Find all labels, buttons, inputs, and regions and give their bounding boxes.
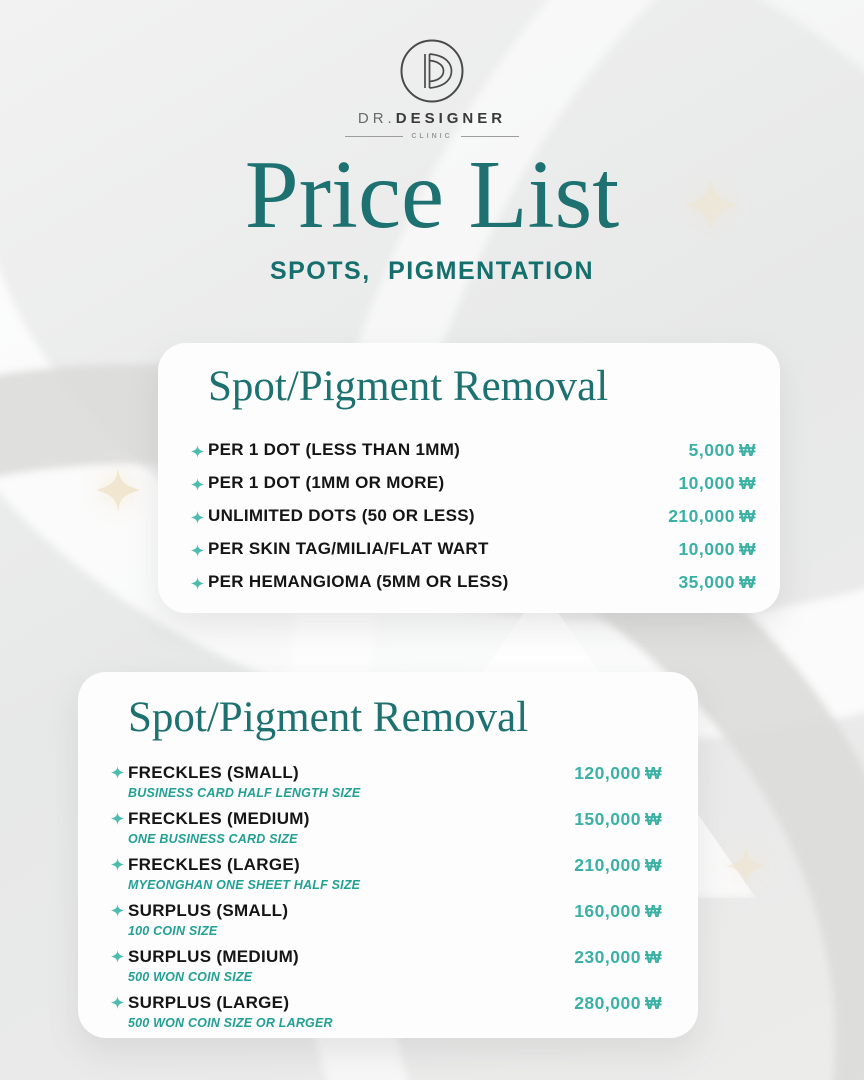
price-amount: 160,000 [574,901,641,922]
item-price [574,855,662,875]
sparkle-bullet-icon [191,511,204,524]
won-sign: ₩ [738,572,756,593]
brand-tagline-row [0,133,864,140]
price-card-spot-pigment-1 [158,343,780,613]
price-list-item [111,947,662,985]
item-label: FRECKLES (LARGE) [128,855,300,875]
sparkle-decoration-icon [96,468,140,517]
card-title: Spot/Pigment Removal [208,363,609,410]
item-label: PER 1 DOT (1MM OR MORE) [208,473,445,493]
price-rows [191,440,756,592]
item-price [574,763,662,783]
item-labels [208,473,444,493]
item-label: SURPLUS (SMALL) [128,901,289,921]
brand-tagline: CLINIC [411,133,453,140]
item-label: PER 1 DOT (LESS THAN 1MM) [208,440,461,460]
item-label: UNLIMITED DOTS (50 OR LESS) [208,506,475,526]
price-list-item [111,855,662,893]
item-labels [128,855,360,893]
sparkle-bullet-icon [111,904,124,917]
won-sign: ₩ [644,855,662,876]
item-label: FRECKLES (MEDIUM) [128,809,310,829]
won-sign: ₩ [644,947,662,968]
page-subtitle: SPOTS, PIGMENTATION [269,257,595,285]
price-rows [111,763,662,1031]
item-sublabel: 100 COIN SIZE [128,924,218,939]
item-label: SURPLUS (MEDIUM) [128,947,300,967]
item-labels [208,539,489,559]
item-labels [128,809,310,847]
item-labels [208,440,460,460]
price-list-item [111,993,662,1031]
sparkle-bullet-icon [191,544,204,557]
item-price [574,901,662,921]
won-sign: ₩ [644,901,662,922]
won-sign: ₩ [738,539,756,560]
price-amount: 210,000 [668,506,735,527]
card-title: Spot/Pigment Removal [128,694,529,741]
price-amount: 10,000 [678,539,735,560]
sparkle-bullet-icon [111,858,124,871]
won-sign: ₩ [644,763,662,784]
won-sign: ₩ [644,809,662,830]
item-labels [208,506,475,526]
price-card-spot-pigment-2 [78,672,698,1038]
brand-name-main: DESIGNER [395,110,507,127]
title-block [0,141,864,286]
sparkle-bullet-icon [191,445,204,458]
sparkle-bullet-icon [191,478,204,491]
sparkle-bullet-icon [111,996,124,1009]
won-sign: ₩ [644,993,662,1014]
won-sign: ₩ [738,473,756,494]
item-sublabel: 500 WON COIN SIZE [128,970,253,985]
price-amount: 150,000 [574,809,641,830]
item-price [678,473,756,493]
brand-name [0,110,864,127]
price-list-item [191,572,756,592]
won-sign: ₩ [738,506,756,527]
divider-line [345,136,403,137]
dd-monogram-icon [399,38,465,104]
price-amount: 5,000 [688,440,735,461]
item-sublabel: BUSINESS CARD HALF LENGTH SIZE [128,786,361,801]
item-price [678,539,756,559]
item-price [574,809,662,829]
item-labels [208,572,509,592]
price-amount: 230,000 [574,947,641,968]
item-price [689,440,756,460]
brand-name-prefix: DR. [357,110,396,127]
sparkle-bullet-icon [111,950,124,963]
item-label: SURPLUS (LARGE) [128,993,290,1013]
sparkle-bullet-icon [191,577,204,590]
won-sign: ₩ [738,440,756,461]
item-label: PER HEMANGIOMA (5MM OR LESS) [208,572,509,592]
item-label: PER SKIN TAG/MILIA/FLAT WART [208,539,489,559]
page-title: Price List [244,141,620,248]
price-amount: 10,000 [678,473,735,494]
divider-line [461,136,519,137]
sparkle-bullet-icon [111,812,124,825]
item-labels [128,993,333,1031]
price-amount: 120,000 [574,763,641,784]
item-label: FRECKLES (SMALL) [128,763,300,783]
item-sublabel: ONE BUSINESS CARD SIZE [128,832,298,847]
price-list-item [111,809,662,847]
price-list-item [191,506,756,526]
item-price [678,572,756,592]
item-sublabel: 500 WON COIN SIZE OR LARGER [128,1016,333,1031]
item-labels [128,763,360,801]
price-list-item [191,473,756,493]
price-amount: 210,000 [574,855,641,876]
item-price [574,993,662,1013]
price-list-item [191,539,756,559]
price-list-item [111,763,662,801]
item-labels [128,901,288,939]
price-amount: 280,000 [574,993,641,1014]
item-price [668,506,756,526]
price-amount: 35,000 [678,572,735,593]
item-labels [128,947,299,985]
item-price [574,947,662,967]
item-sublabel: MYEONGHAN ONE SHEET HALF SIZE [128,878,361,893]
sparkle-decoration-icon [726,846,766,891]
sparkle-bullet-icon [111,766,124,779]
brand-header [0,38,864,140]
price-list-item [111,901,662,939]
price-list-item [191,440,756,460]
